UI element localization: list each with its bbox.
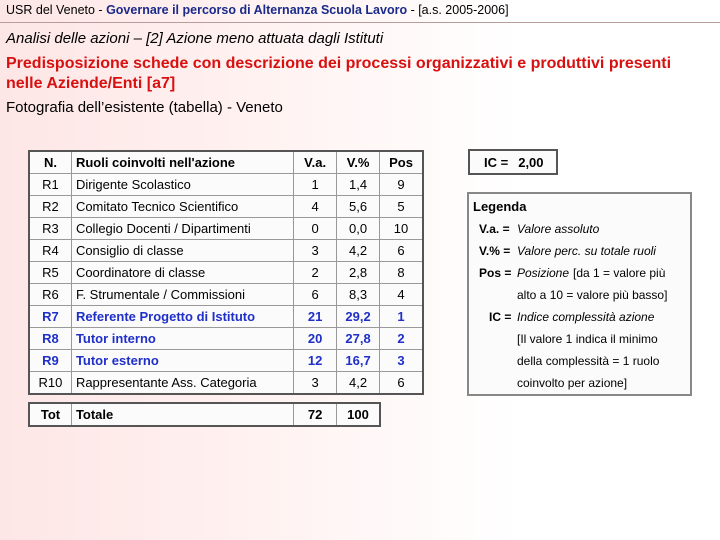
row-n: R5 [29, 262, 71, 284]
slide-caption: Fotografia dell’esistente (tabella) - Veneto [6, 99, 283, 116]
row-n: R1 [29, 174, 71, 196]
row-va: 3 [294, 372, 337, 395]
slide-subtitle: Analisi delle azioni – [2] Azione meno attuata dagli Istituti [6, 30, 384, 47]
header-divider [0, 22, 720, 23]
table-row [29, 196, 423, 218]
total-n: Tot [29, 403, 71, 426]
row-va: 6 [294, 284, 337, 306]
row-pos: 1 [380, 306, 423, 328]
row-role: Collegio Docenti / Dipartimenti [71, 218, 293, 240]
total-va: 72 [294, 403, 337, 426]
col-header-va: V.a. [294, 151, 337, 174]
row-n: R9 [29, 350, 71, 372]
slide-header [6, 3, 509, 17]
row-pos: 2 [380, 328, 423, 350]
legend-ic-note-3: coinvolto per azione] [517, 376, 628, 390]
table-header-row [29, 151, 423, 174]
row-vp: 4,2 [337, 240, 380, 262]
legend-pos-desc: Posizione [517, 266, 570, 280]
table-row [29, 284, 423, 306]
row-va: 3 [294, 240, 337, 262]
row-vp: 5,6 [337, 196, 380, 218]
row-vp: 27,8 [337, 328, 380, 350]
row-n: R3 [29, 218, 71, 240]
row-va: 2 [294, 262, 337, 284]
total-label: Totale [71, 403, 293, 426]
header-year: - [a.s. 2005-2006] [410, 3, 509, 17]
col-header-pos: Pos [380, 151, 423, 174]
table-row [29, 174, 423, 196]
row-n: R7 [29, 306, 71, 328]
row-pos: 5 [380, 196, 423, 218]
row-pos: 6 [380, 240, 423, 262]
row-va: 20 [294, 328, 337, 350]
table-row [29, 240, 423, 262]
row-vp: 8,3 [337, 284, 380, 306]
table-row [29, 306, 423, 328]
row-pos: 4 [380, 284, 423, 306]
row-role: Tutor interno [71, 328, 293, 350]
col-header-vp: V.% [337, 151, 380, 174]
roles-table [28, 150, 424, 395]
row-vp: 4,2 [337, 372, 380, 395]
row-vp: 2,8 [337, 262, 380, 284]
legend-title: Legenda [473, 199, 527, 214]
row-va: 21 [294, 306, 337, 328]
legend-vp-desc: Valore perc. su totale ruoli [517, 244, 656, 258]
row-pos: 8 [380, 262, 423, 284]
row-va: 12 [294, 350, 337, 372]
col-header-role: Ruoli coinvolti nell'azione [71, 151, 293, 174]
table-row [29, 218, 423, 240]
row-vp: 29,2 [337, 306, 380, 328]
row-n: R4 [29, 240, 71, 262]
row-role: Coordinatore di classe [71, 262, 293, 284]
row-va: 1 [294, 174, 337, 196]
legend-pos-range-1: [da 1 = valore più [573, 266, 666, 280]
legend-ic-note-2: della complessità = 1 ruolo [517, 354, 660, 368]
row-role: Rappresentante Ass. Categoria [71, 372, 293, 395]
ic-label: IC = [484, 154, 509, 170]
row-n: R6 [29, 284, 71, 306]
ic-value: 2,00 [518, 154, 544, 170]
col-header-n: N. [29, 151, 71, 174]
row-n: R8 [29, 328, 71, 350]
table-row [29, 350, 423, 372]
row-vp: 16,7 [337, 350, 380, 372]
total-table [28, 402, 381, 427]
row-role: F. Strumentale / Commissioni [71, 284, 293, 306]
row-role: Consiglio di classe [71, 240, 293, 262]
header-project: Governare il percorso di Alternanza Scuola Lavoro [106, 3, 408, 17]
total-vp: 100 [337, 403, 380, 426]
row-va: 0 [294, 218, 337, 240]
legend-ic-key: IC = [489, 310, 512, 324]
row-n: R2 [29, 196, 71, 218]
slide-title: Predisposizione schede con descrizione dei processi organizzativi e produttivi presenti nelle Aziende/Enti [a7] [6, 55, 672, 92]
row-role: Comitato Tecnico Scientifico [71, 196, 293, 218]
row-pos: 10 [380, 218, 423, 240]
legend-box [467, 192, 692, 396]
table-row [29, 328, 423, 350]
row-vp: 0,0 [337, 218, 380, 240]
row-pos: 6 [380, 372, 423, 395]
legend-va-key: V.a. = [479, 222, 510, 236]
table-row [29, 262, 423, 284]
row-role: Dirigente Scolastico [71, 174, 293, 196]
row-pos: 9 [380, 174, 423, 196]
legend-ic-note-1: [Il valore 1 indica il minimo [517, 332, 658, 346]
row-vp: 1,4 [337, 174, 380, 196]
legend-pos-key: Pos = [479, 266, 512, 280]
total-row [29, 403, 380, 426]
row-n: R10 [29, 372, 71, 395]
row-va: 4 [294, 196, 337, 218]
legend-pos-range-2: alto a 10 = valore più basso] [517, 288, 668, 302]
row-role: Tutor esterno [71, 350, 293, 372]
table-row [29, 372, 423, 395]
legend-ic-desc: Indice complessità azione [517, 310, 655, 324]
row-pos: 3 [380, 350, 423, 372]
legend-vp-key: V.% = [479, 244, 511, 258]
ic-box [468, 149, 558, 175]
row-role: Referente Progetto di Istituto [71, 306, 293, 328]
header-org: USR del Veneto - [6, 3, 103, 17]
legend-va-desc: Valore assoluto [517, 222, 600, 236]
